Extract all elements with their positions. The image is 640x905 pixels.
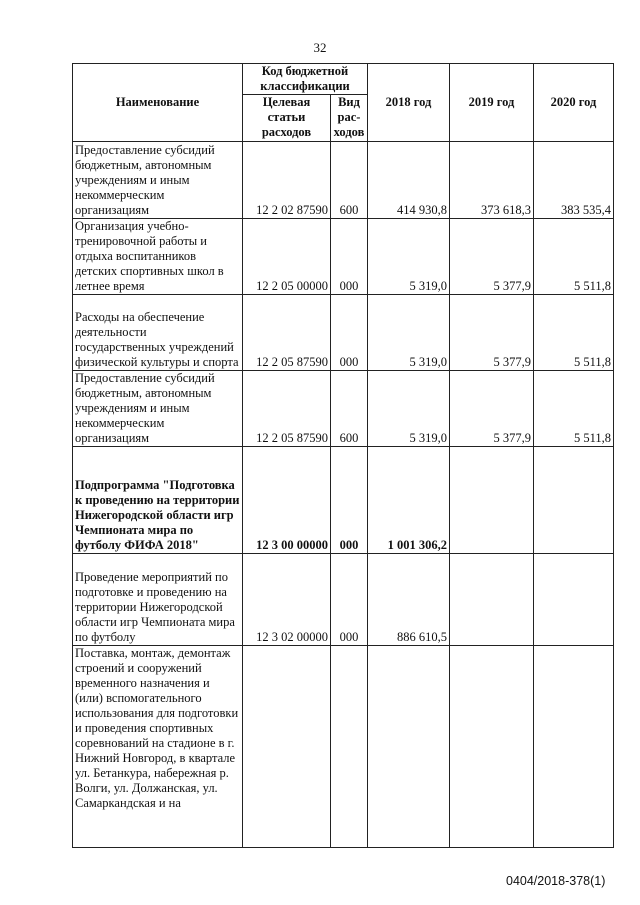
header-code-group: Код бюджетной классификации <box>243 64 368 95</box>
row-name: Организация учебно-тренировочной работы и отдыха воспитанников детских спортивных школ в летнее время <box>73 219 243 295</box>
row-2018: 5 319,0 <box>368 219 450 295</box>
row-2019 <box>450 554 534 646</box>
row-2020: 383 535,4 <box>534 142 614 219</box>
row-name: Предоставление субсидий бюджетным, автономным учреждениям и иным некоммерческим организациям <box>73 142 243 219</box>
table-row <box>73 554 614 646</box>
table-row <box>73 371 614 447</box>
table-row <box>73 142 614 219</box>
row-kind: 000 <box>331 295 368 371</box>
row-2020 <box>534 447 614 554</box>
row-2020: 5 511,8 <box>534 219 614 295</box>
row-name: Проведение мероприятий по подготовке и проведению на территории Нижегородской области игр Чемпионата мира по футболу <box>73 554 243 646</box>
row-code: 12 3 02 00000 <box>243 554 331 646</box>
header-name: Наименование <box>73 64 243 142</box>
row-2018 <box>368 646 450 848</box>
row-kind: 600 <box>331 371 368 447</box>
row-name: Подпрограмма "Подготовка к проведению на территории Нижегородской области игр Чемпионата мира по футболу ФИФА 2018" <box>73 447 243 554</box>
header-2018: 2018 год <box>368 64 450 142</box>
row-2019 <box>450 447 534 554</box>
row-2019: 5 377,9 <box>450 219 534 295</box>
table-row <box>73 219 614 295</box>
row-2020: 5 511,8 <box>534 295 614 371</box>
row-kind <box>331 646 368 848</box>
row-2018: 414 930,8 <box>368 142 450 219</box>
row-code: 12 2 05 00000 <box>243 219 331 295</box>
table-row <box>73 295 614 371</box>
row-2019: 373 618,3 <box>450 142 534 219</box>
row-2020 <box>534 646 614 848</box>
row-code: 12 2 05 87590 <box>243 371 331 447</box>
header-kind: Вид рас-ходов <box>331 95 368 142</box>
row-kind: 000 <box>331 219 368 295</box>
row-2020 <box>534 554 614 646</box>
page-number: 32 <box>313 40 327 55</box>
document-code: 0404/2018-378(1) <box>506 874 606 888</box>
row-2019: 5 377,9 <box>450 295 534 371</box>
row-name: Предоставление субсидий бюджетным, автономным учреждениям и иным некоммерческим организациям <box>73 371 243 447</box>
header-2020: 2020 год <box>534 64 614 142</box>
row-code: 12 2 05 87590 <box>243 295 331 371</box>
row-2019: 5 377,9 <box>450 371 534 447</box>
table-row <box>73 646 614 848</box>
row-kind: 000 <box>331 554 368 646</box>
row-2019 <box>450 646 534 848</box>
row-code: 12 3 00 00000 <box>243 447 331 554</box>
row-2020: 5 511,8 <box>534 371 614 447</box>
row-2018: 5 319,0 <box>368 295 450 371</box>
row-kind: 000 <box>331 447 368 554</box>
row-2018: 1 001 306,2 <box>368 447 450 554</box>
row-kind: 600 <box>331 142 368 219</box>
row-2018: 886 610,5 <box>368 554 450 646</box>
row-code <box>243 646 331 848</box>
row-name: Поставка, монтаж, демонтаж строений и сооружений временного назначения и (или) вспомогательного использования для подготовки и проведения спортивных соревнований на стадионе в г. Нижний Новгород, в квартале ул. Бетанкура, набережная р. Волги, ул. Должанская, ул. Самаркандская и на <box>73 646 243 848</box>
header-target: Целевая статьи расходов <box>243 95 331 142</box>
header-2019: 2019 год <box>450 64 534 142</box>
row-2018: 5 319,0 <box>368 371 450 447</box>
table-row-subprogram <box>73 447 614 554</box>
row-code: 12 2 02 87590 <box>243 142 331 219</box>
budget-table <box>72 63 614 848</box>
row-name: Расходы на обеспечение деятельности государственных учреждений физической культуры и спорта <box>73 295 243 371</box>
